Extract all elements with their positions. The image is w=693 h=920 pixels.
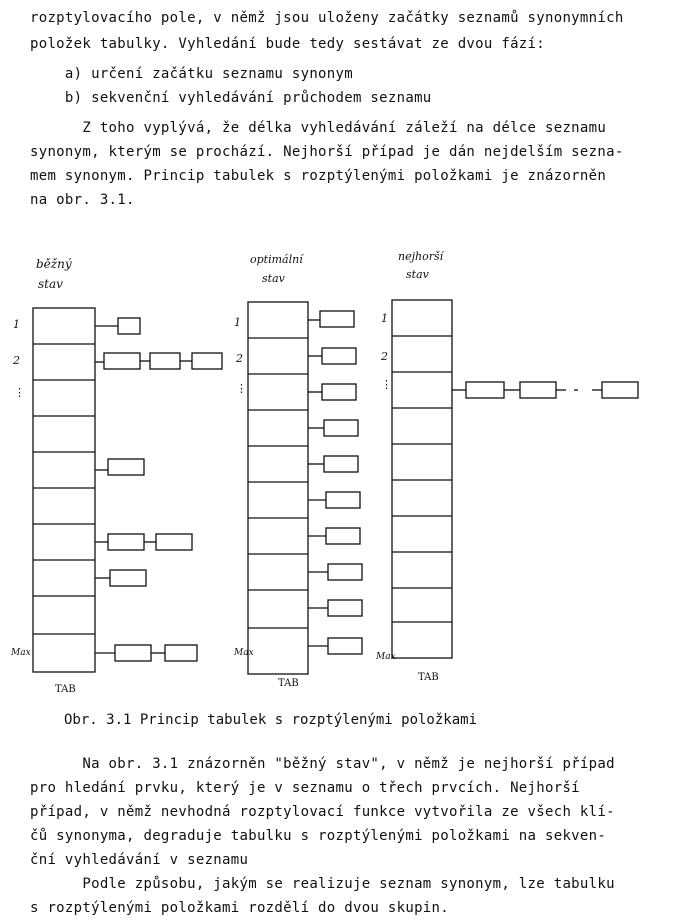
text-line: rozptylovacího pole, v němž jsou uloženy začátky seznamů synonymních xyxy=(30,10,624,26)
text-line: a) určení začátku seznamu synonym xyxy=(30,66,353,82)
chain-nejhorsi-stav xyxy=(452,382,638,398)
row-label: 1 xyxy=(13,318,20,331)
table-optimalni-stav xyxy=(248,302,308,674)
table-nejhorsi-stav xyxy=(392,300,452,658)
table-label: TAB xyxy=(55,684,76,695)
panel-title-bezny-stav: stav xyxy=(38,277,63,291)
text-line: b) sekvenční vyhledávání průchodem seznamu xyxy=(30,90,432,106)
row-label: ⋮ xyxy=(236,382,247,395)
panel-title-optimalni: optimální xyxy=(250,253,303,266)
panel-title-optimalni-stav: stav xyxy=(262,272,285,285)
text-line: Podle způsobu, jakým se realizuje seznam synonym, lze tabulku xyxy=(30,876,615,892)
text-line: s rozptýlenými položkami rozdělí do dvou skupin. xyxy=(30,900,449,916)
row-label: 2 xyxy=(236,352,243,365)
row-label: 1 xyxy=(381,312,388,325)
chains-optimalni-stav xyxy=(308,311,362,654)
row-label: Max xyxy=(234,648,254,658)
panel-title-bezny: běžný xyxy=(36,257,72,271)
text-line: na obr. 3.1. xyxy=(30,192,135,208)
row-label: ⋮ xyxy=(381,378,392,391)
text-line: mem synonym. Princip tabulek s rozptýlenými položkami je znázorněn xyxy=(30,168,607,184)
text-line: ční vyhledávání v seznamu xyxy=(30,852,249,868)
panel-title-nejhorsi-stav: stav xyxy=(406,268,429,281)
text-line: případ, v němž nevhodná rozptylovací funkce vytvořila ze všech klí- xyxy=(30,804,615,820)
panel-title-nejhorsi: nejhorší xyxy=(398,250,444,263)
text-line: synonym, kterým se prochází. Nejhorší případ je dán nejdelším sezna- xyxy=(30,144,624,160)
table-label: TAB xyxy=(418,672,439,683)
row-label: ⋮ xyxy=(14,386,25,399)
row-label: Max xyxy=(11,648,31,658)
chains-bezny-stav xyxy=(95,318,222,661)
text-line: čů synonyma, degraduje tabulku s rozptýlenými položkami na sekven- xyxy=(30,828,607,844)
table-label: TAB xyxy=(278,678,299,689)
text-line: Z toho vyplývá, že délka vyhledávání záleží na délce seznamu xyxy=(30,120,607,136)
row-label: 2 xyxy=(13,354,20,367)
row-label: 2 xyxy=(381,350,388,363)
text-line: pro hledání prvku, který je v seznamu o třech prvcích. Nejhorší xyxy=(30,780,580,796)
figure-caption: Obr. 3.1 Princip tabulek s rozptýlenými položkami xyxy=(64,712,478,728)
row-label: 1 xyxy=(234,316,241,329)
text-line: Na obr. 3.1 znázorněn "běžný stav", v němž je nejhorší případ xyxy=(30,756,615,772)
table-bezny-stav xyxy=(33,308,95,672)
text-line: položek tabulky. Vyhledání bude tedy sestávat ze dvou fází: xyxy=(30,36,545,52)
row-label: Max xyxy=(376,652,396,662)
